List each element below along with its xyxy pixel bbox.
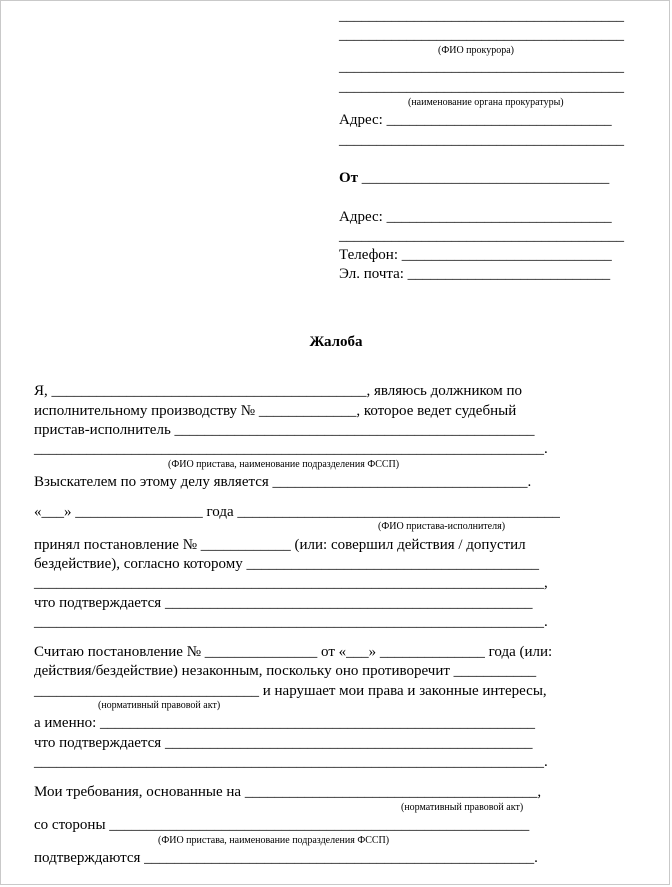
body-line: ____________________________________________________________________.	[34, 754, 548, 770]
blank-line: ______________________________________	[339, 228, 624, 244]
body-line: со стороны ________________________________________________________	[34, 817, 530, 833]
email-line: Эл. почта: ___________________________	[339, 266, 611, 282]
bailiff-caption: (ФИО пристава, наименование подразделения ФССП)	[168, 459, 400, 470]
legal-act-caption: (нормативный правовой акт)	[401, 802, 524, 813]
blank-line: ______________________________________	[339, 132, 624, 148]
body-line: Я, __________________________________________, являюсь должником по	[34, 383, 522, 399]
blank-line: ______________________________________	[339, 27, 624, 43]
bailiff-name-caption: (ФИО пристава-исполнителя)	[378, 521, 506, 532]
body-line: «___» _________________ года ___________________________________________	[34, 504, 560, 520]
prosecutor-name-caption: (ФИО прокурора)	[438, 45, 515, 56]
body-line: пристав-исполнитель ________________________________________________	[34, 422, 535, 438]
from-blank: _________________________________	[358, 170, 610, 186]
blank-line: ______________________________________	[339, 79, 624, 95]
body-line: ______________________________ и нарушает мои права и законные интересы,	[34, 683, 547, 699]
body-line: а именно: __________________________________________________________	[34, 715, 536, 731]
prosecutor-office-caption: (наименование органа прокуратуры)	[408, 97, 564, 108]
body-line: ____________________________________________________________________,	[34, 575, 548, 591]
body-line: бездействие), согласно которому _______________________________________	[34, 556, 539, 572]
blank-line: ______________________________________	[339, 59, 624, 75]
body-line: Взыскателем по этому делу является __________________________________.	[34, 474, 532, 490]
document-title: Жалоба	[309, 334, 363, 350]
body-line: подтверждаются ____________________________________________________.	[34, 850, 538, 866]
body-line: Мои требования, основанные на _______________________________________,	[34, 784, 542, 800]
body-line: что подтверждается _________________________________________________	[34, 595, 533, 611]
body-line: Считаю постановление № _______________ от «___» ______________ года (или:	[34, 644, 553, 660]
blank-line: ______________________________________	[339, 8, 624, 24]
body-line: принял постановление № ____________ (или: совершил действия / допустил	[34, 537, 526, 553]
phone-line: Телефон: ____________________________	[339, 247, 612, 263]
body-line: ____________________________________________________________________.	[34, 441, 548, 457]
from-label: От	[339, 170, 359, 186]
body-line: действия/бездействие) незаконным, поскольку оно противоречит ___________	[34, 663, 537, 679]
address-line: Адрес: ______________________________	[339, 112, 612, 128]
from-line	[339, 170, 609, 187]
body-line: что подтверждается _________________________________________________	[34, 735, 533, 751]
bailiff-caption: (ФИО пристава, наименование подразделения ФССП)	[158, 835, 390, 846]
body-line: исполнительному производству № _____________, которое ведет судебный	[34, 403, 517, 419]
sender-address-line: Адрес: ______________________________	[339, 209, 612, 225]
legal-act-caption: (нормативный правовой акт)	[98, 700, 221, 711]
body-line: ____________________________________________________________________.	[34, 614, 548, 630]
